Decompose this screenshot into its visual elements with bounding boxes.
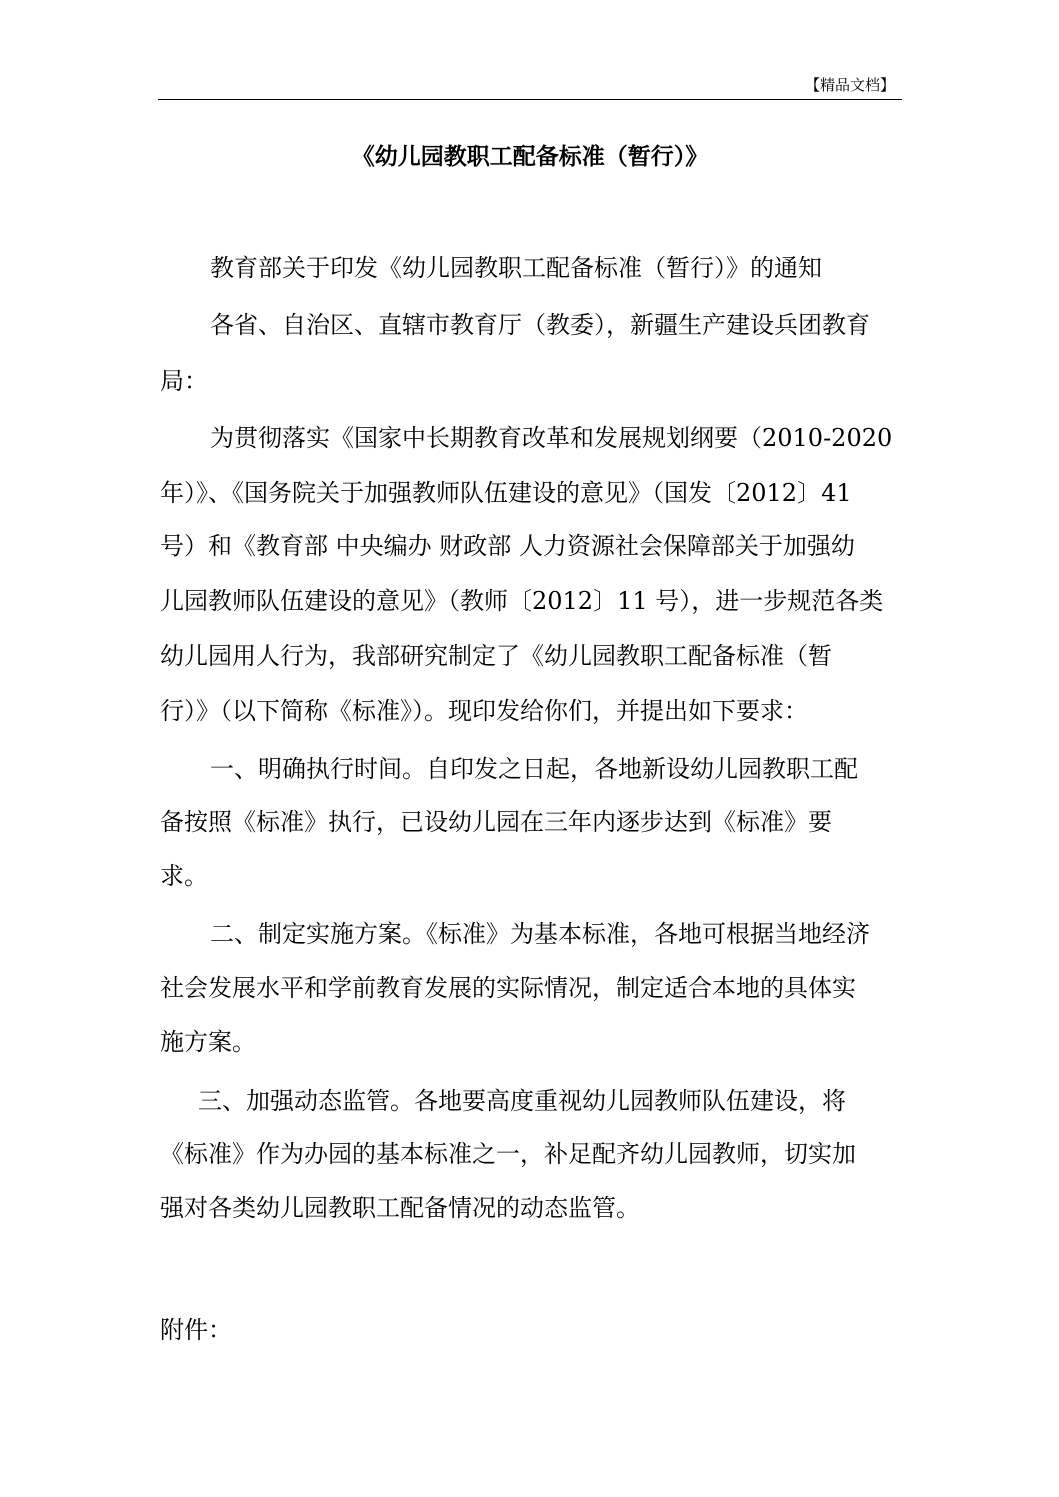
- paragraph-line: 号）和《教育部 中央编办 财政部 人力资源社会保障部关于加强幼: [160, 532, 855, 560]
- header-tag: 【精品文档】: [804, 76, 895, 94]
- paragraph-line: 年）》、《国务院关于加强教师队伍建设的意见》（国发〔2012〕41: [160, 479, 852, 507]
- paragraph-line: 社会发展水平和学前教育发展的实际情况，制定适合本地的具体实: [160, 974, 856, 1002]
- paragraph-line: 一、明确执行时间。自印发之日起，各地新设幼儿园教职工配: [210, 755, 858, 783]
- paragraph-line: 行）》（以下简称《标准》）。现印发给你们，并提出如下要求：: [160, 697, 808, 725]
- paragraph-line: 备按照《标准》执行，已设幼儿园在三年内逐步达到《标准》要: [160, 808, 832, 836]
- paragraph-line: 为贯彻落实《国家中长期教育改革和发展规划纲要（2010-2020: [210, 424, 893, 452]
- document-title: 《幼儿园教职工配备标准（暂行）》: [351, 143, 709, 170]
- paragraph-line: 二、制定实施方案。《标准》为基本标准，各地可根据当地经济: [210, 920, 870, 948]
- paragraph-line: 幼儿园用人行为，我部研究制定了《幼儿园教职工配备标准（暂: [160, 642, 832, 670]
- addressee-line: 各省、自治区、直辖市教育厅（教委），新疆生产建设兵团教育: [210, 311, 870, 339]
- header-rule: [158, 99, 902, 100]
- notice-title-line: 教育部关于印发《幼儿园教职工配备标准（暂行）》的通知: [210, 254, 822, 282]
- paragraph-line: 儿园教师队伍建设的意见》（教师〔2012〕11 号），进一步规范各类: [160, 587, 884, 615]
- addressee-line: 局：: [160, 367, 208, 395]
- paragraph-line: 求。: [160, 862, 208, 890]
- paragraph-line: 《标准》作为办园的基本标准之一，补足配齐幼儿园教师，切实加: [160, 1140, 856, 1168]
- paragraph-line: 三、加强动态监管。各地要高度重视幼儿园教师队伍建设，将: [198, 1087, 846, 1115]
- paragraph-line: 强对各类幼儿园教职工配备情况的动态监管。: [160, 1194, 640, 1222]
- attachment-label: 附件：: [160, 1316, 232, 1344]
- paragraph-line: 施方案。: [160, 1028, 256, 1056]
